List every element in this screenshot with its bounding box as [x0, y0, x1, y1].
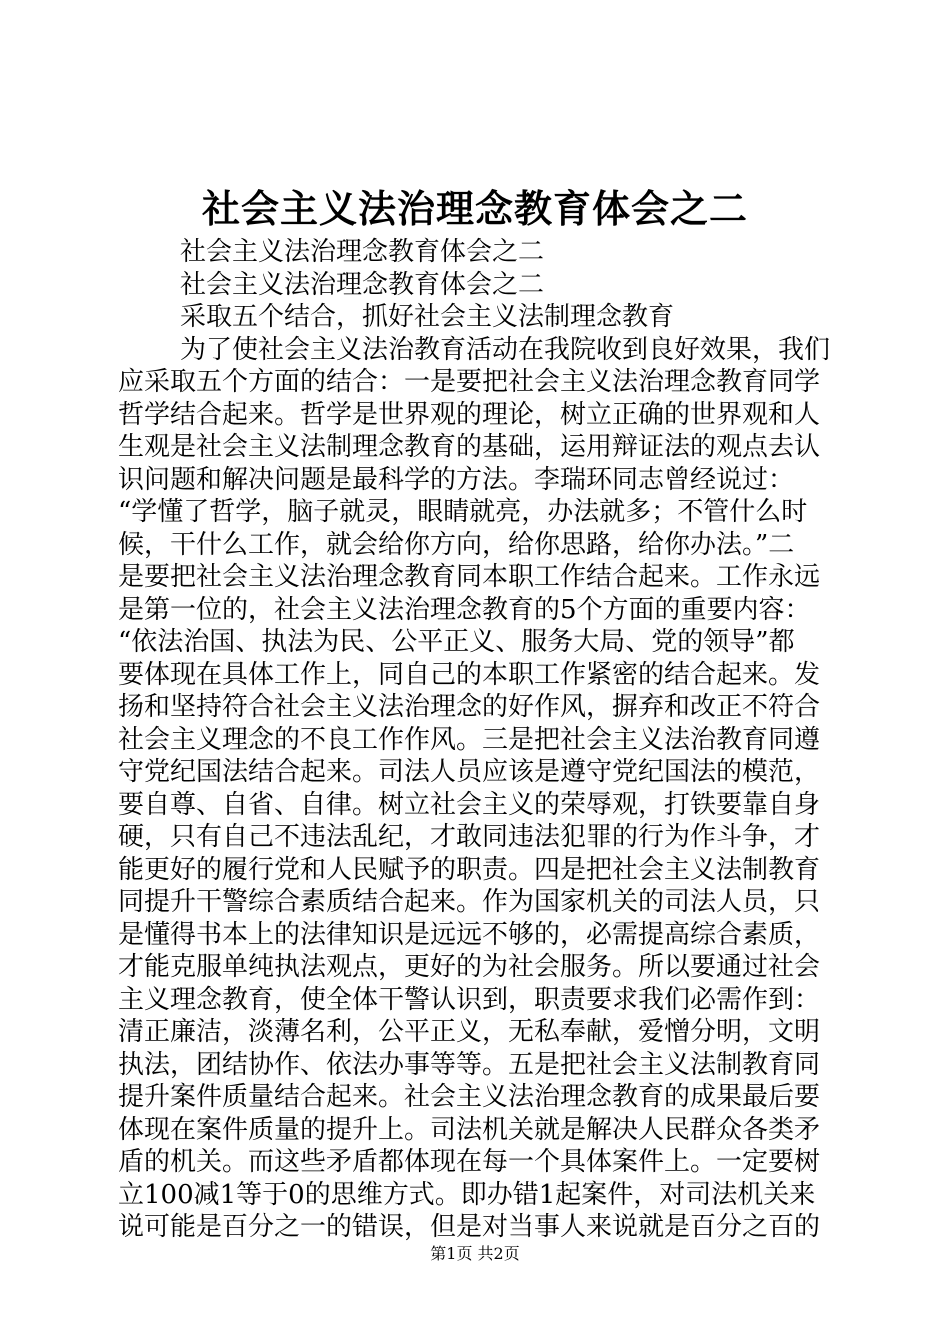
body-line: 盾的机关。而这些矛盾都体现在每一个具体案件上。一定要树	[118, 1147, 821, 1177]
body-line: 执法，团结协作、依法办事等等。五是把社会主义法制教育同	[118, 1049, 821, 1080]
body-line: 才能克服单纯执法观点，更好的为社会服务。所以要通过社会	[118, 952, 821, 982]
page-footer: 第1页 共2页	[430, 1244, 520, 1263]
body-line: 要自尊、自省、自律。树立社会主义的荣辱观，打铁要靠自身	[118, 789, 821, 820]
body-line: 是第一位的，社会主义法治理念教育的5个方面的重要内容：	[118, 594, 811, 625]
body-line: “学懂了哲学，脑子就灵，眼睛就亮，办法就多；不管什么时	[118, 497, 808, 527]
body-line: 要体现在具体工作上，同自己的本职工作紧密的结合起来。发	[118, 659, 821, 690]
body-line: 识问题和解决问题是最科学的方法。李瑞环同志曾经说过：	[118, 464, 795, 495]
document-body	[118, 236, 834, 1244]
body-line: 是懂得书本上的法律知识是远远不够的，必需提高综合素质，	[118, 919, 821, 950]
body-line: 扬和坚持符合社会主义法治理念的好作风，摒弃和改正不符合	[118, 692, 821, 722]
body-line: 说可能是百分之一的错误，但是对当事人来说就是百分之百的	[118, 1212, 821, 1242]
body-line: 生观是社会主义法制理念教育的基础，运用辩证法的观点去认	[118, 432, 821, 462]
header-line: 社会主义法治理念教育体会之二	[180, 237, 545, 267]
body-line: 应采取五个方面的结合：一是要把社会主义法治理念教育同学	[118, 367, 821, 397]
body-line: 能更好的履行党和人民赋予的职责。四是把社会主义法制教育	[118, 854, 821, 885]
body-line: 为了使社会主义法治教育活动在我院收到良好效果，我们	[180, 334, 831, 365]
body-line: “依法治国、执法为民、公平正义、服务大局、党的领导”都	[118, 627, 795, 657]
body-line: 提升案件质量结合起来。社会主义法治理念教育的成果最后要	[118, 1082, 821, 1112]
body-line: 社会主义理念的不良工作作风。三是把社会主义法治教育同遵	[118, 724, 821, 755]
body-line: 硬，只有自己不违法乱纪，才敢同违法犯罪的行为作斗争，才	[118, 822, 821, 852]
body-line: 是要把社会主义法治理念教育同本职工作结合起来。工作永远	[118, 562, 821, 592]
body-line: 候，干什么工作，就会给你方向，给你思路，给你办法。”二	[118, 529, 795, 560]
body-line: 同提升干警综合素质结合起来。作为国家机关的司法人员，只	[118, 887, 821, 917]
body-line: 守党纪国法结合起来。司法人员应该是遵守党纪国法的模范，	[118, 757, 821, 787]
body-line: 体现在案件质量的提升上。司法机关就是解决人民群众各类矛	[118, 1114, 821, 1145]
body-line: 清正廉洁，淡薄名利，公平正义，无私奉献，爱憎分明，文明	[118, 1017, 821, 1047]
document-title: 社会主义法治理念教育体会之二	[201, 186, 748, 231]
header-line: 社会主义法治理念教育体会之二	[180, 269, 545, 300]
body-line: 立100减1等于0的思维方式。即办错1起案件，对司法机关来	[118, 1179, 816, 1210]
body-line: 主义理念教育，使全体干警认识到，职责要求我们必需作到：	[118, 984, 821, 1015]
header-line: 采取五个结合，抓好社会主义法制理念教育	[180, 302, 675, 332]
body-line: 哲学结合起来。哲学是世界观的理论，树立正确的世界观和人	[118, 399, 821, 430]
